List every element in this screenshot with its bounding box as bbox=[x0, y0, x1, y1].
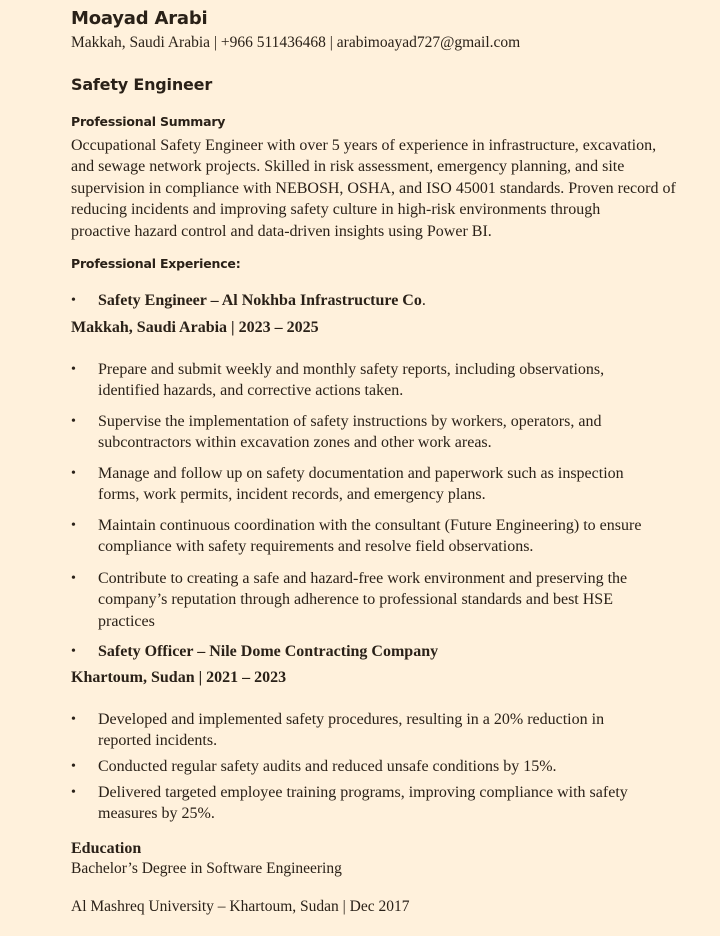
job-title-row bbox=[71, 290, 711, 311]
job-bullet: • Contribute to creating a safe and hazard-free work environment and preserving the company’s reputation through adherence to professional standards and best HSE practices bbox=[71, 570, 628, 630]
summary-line: Occupational Safety Engineer with over 5 years of experience in infrastructure, excavation, bbox=[71, 137, 657, 154]
job-title: Safety Engineer – Al Nokhba Infrastructure Co bbox=[98, 292, 422, 309]
job-bullet: • Manage and follow up on safety documentation and paperwork such as inspection forms, work permits, incident records, and emergency plans. bbox=[71, 465, 624, 504]
experience-heading: Professional Experience: bbox=[71, 256, 241, 271]
job-bullet: • Maintain continuous coordination with the consultant (Future Engineering) to ensure compliance with safety requirements and resolve field observations. bbox=[71, 517, 642, 556]
bullet-icon: • bbox=[71, 362, 76, 377]
education-degree: Bachelor’s Degree in Software Engineering bbox=[71, 860, 342, 877]
bullet-icon: • bbox=[71, 414, 76, 429]
bullet-icon: • bbox=[71, 466, 76, 481]
summary-line: reducing incidents and improving safety culture in high-risk environments through bbox=[71, 201, 601, 219]
bullet-icon: • bbox=[71, 785, 76, 800]
job-bullet: • Delivered targeted employee training programs, improving compliance with safety measures by 25%. bbox=[71, 784, 628, 823]
bullet-icon: • bbox=[71, 759, 76, 774]
job-title-suffix: . bbox=[421, 292, 426, 309]
bullet-icon: • bbox=[71, 644, 76, 659]
contact-info: Makkah, Saudi Arabia | +966 511436468 | arabimoayad727@gmail.com bbox=[71, 34, 521, 51]
job-role-title: Safety Engineer bbox=[71, 75, 213, 94]
job-title: Safety Officer – Nile Dome Contracting Company bbox=[98, 643, 439, 660]
job-bullet: • Conducted regular safety audits and reduced unsafe conditions by 15%. bbox=[71, 756, 711, 777]
summary-text bbox=[71, 135, 711, 242]
bullet-icon: • bbox=[71, 518, 76, 533]
summary-heading: Professional Summary bbox=[71, 114, 226, 129]
summary-line: and sewage network projects. Skilled in risk assessment, emergency planning, and site bbox=[71, 158, 625, 176]
bullet-icon: • bbox=[71, 571, 76, 586]
bullet-icon: • bbox=[71, 293, 76, 308]
summary-line: proactive hazard control and data-driven insights using Power BI. bbox=[71, 222, 492, 240]
job-location-dates: Khartoum, Sudan | 2021 – 2023 bbox=[71, 669, 287, 686]
education-heading: Education bbox=[71, 840, 142, 857]
bullet-icon: • bbox=[71, 712, 76, 727]
summary-line: supervision in compliance with NEBOSH, OSHA, and ISO 45001 standards. Proven record of bbox=[71, 179, 676, 197]
candidate-name: Moayad Arabi bbox=[71, 8, 208, 29]
education-institution: Al Mashreq University – Khartoum, Sudan | Dec 2017 bbox=[71, 898, 410, 915]
job-title-row bbox=[71, 641, 711, 662]
job-bullet: • Supervise the implementation of safety instructions by workers, operators, and subcontractors within excavation zones and other work areas. bbox=[71, 413, 602, 452]
job-bullet: • Developed and implemented safety procedures, resulting in a 20% reduction in reported incidents. bbox=[71, 711, 605, 750]
job-bullet: • Prepare and submit weekly and monthly safety reports, including observations, identified hazards, and corrective actions taken. bbox=[71, 361, 605, 400]
job-location-dates: Makkah, Saudi Arabia | 2023 – 2025 bbox=[71, 319, 319, 336]
